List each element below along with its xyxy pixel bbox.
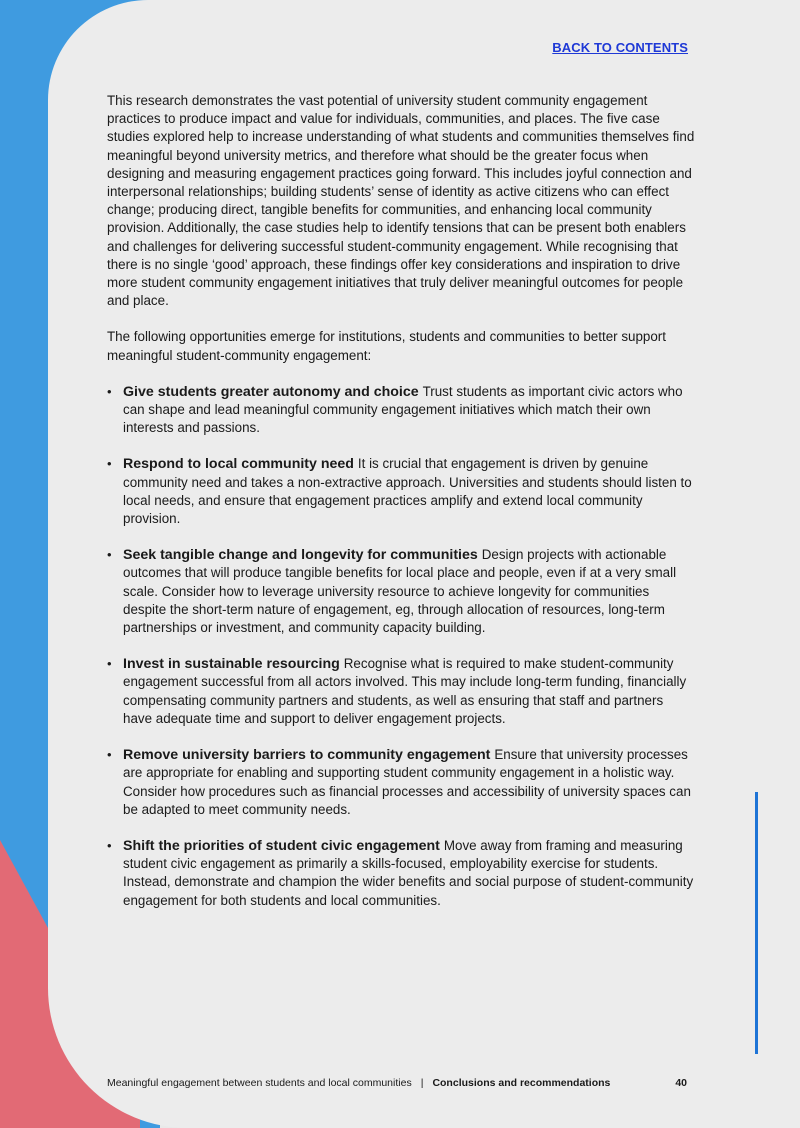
page-footer — [107, 1077, 687, 1089]
list-item-title: Respond to local community need — [123, 456, 358, 473]
list-item — [107, 383, 695, 438]
bullet-icon: • — [107, 383, 112, 399]
list-item — [107, 746, 695, 819]
page-number: 40 — [675, 1077, 687, 1089]
list-item-text: It is crucial that engagement is driven by genuine community need and takes a non-extractive approach. Universities and students should listen to local needs, and ensure that engagement practices amplify and extend local community provision. — [123, 456, 692, 527]
list-item-title: Remove university barriers to community engagement — [123, 747, 495, 764]
footer-document-title: Meaningful engagement between students and local communities — [107, 1077, 412, 1089]
list-item-text: Move away from framing and measuring student civic engagement as primarily a skills-focused, employability exercise for students. Instead, demonstrate and champion the wider benefits and social purpose of student-community engagement for both students and local communities. — [123, 837, 694, 908]
footer-section-title: Conclusions and recommendations — [432, 1077, 611, 1089]
list-item — [107, 655, 695, 728]
bullet-icon: • — [107, 656, 112, 672]
list-item-text: Design projects with actionable outcomes that will produce tangible benefits for local place and people, even if at a very small scale. Consider how to leverage university resource to achieve longevity for communities despite the short-term nature of engagement, eg, through allocation of resources, long-term partnerships or investment, and community capacity building. — [123, 547, 677, 636]
list-item-title: Shift the priorities of student civic engagement — [123, 837, 444, 854]
bullet-icon: • — [107, 837, 112, 853]
list-item — [107, 455, 695, 528]
side-accent-rule — [755, 792, 758, 1054]
lead-in-paragraph: The following opportunities emerge for institutions, students and communities to better support meaningful student-community engagement: — [107, 329, 666, 363]
back-to-contents-link[interactable]: BACK TO CONTENTS — [552, 40, 688, 55]
list-item-text: Recognise what is required to make student-community engagement successful from all actors involved. This may include long-term funding, financially compensating community partners and students, as well as ensuring that staff and partners have adequate time and support to deliver engagement projects. — [123, 656, 687, 726]
footer-separator: | — [420, 1077, 424, 1089]
list-item-title: Invest in sustainable resourcing — [123, 656, 344, 673]
main-content — [107, 92, 695, 928]
bullet-icon: • — [107, 547, 112, 563]
list-item — [107, 837, 695, 910]
bullet-icon: • — [107, 747, 112, 763]
list-item-title: Give students greater autonomy and choice — [123, 383, 423, 400]
list-item — [107, 546, 695, 637]
list-item-title: Seek tangible change and longevity for communities — [123, 547, 482, 564]
list-item-text: Trust students as important civic actors who can shape and lead meaningful community engagement initiatives which match their own interests and passions. — [123, 383, 683, 436]
list-item-text: Ensure that university processes are appropriate for enabling and supporting student community engagement in a holistic way. Consider how procedures such as financial processes and accessibility of university spaces can be adapted to meet community needs. — [123, 747, 691, 817]
intro-paragraph: This research demonstrates the vast potential of university student community engagement practices to produce impact and value for individuals, communities, and places. The five case studies explored help to increase understanding of what students and communities themselves find meaningful beyond university metrics, and therefore what should be the greater focus when designing and measuring engagement practices going forward. This includes joyful connection and interpersonal relationships; building students’ sense of identity as active citizens who can effect change; producing direct, tangible benefits for communities, and enhancing local community provision. Additionally, the case studies help to identify tensions that can be present both enablers and challenges for delivering successful student-community engagement. While recognising that there is no single ‘good’ approach, these findings offer key considerations and inspiration to drive more student community engagement initiatives that truly deliver meaningful outcomes for people and place. — [107, 93, 695, 309]
opportunities-list — [107, 383, 695, 910]
bullet-icon: • — [107, 456, 112, 472]
